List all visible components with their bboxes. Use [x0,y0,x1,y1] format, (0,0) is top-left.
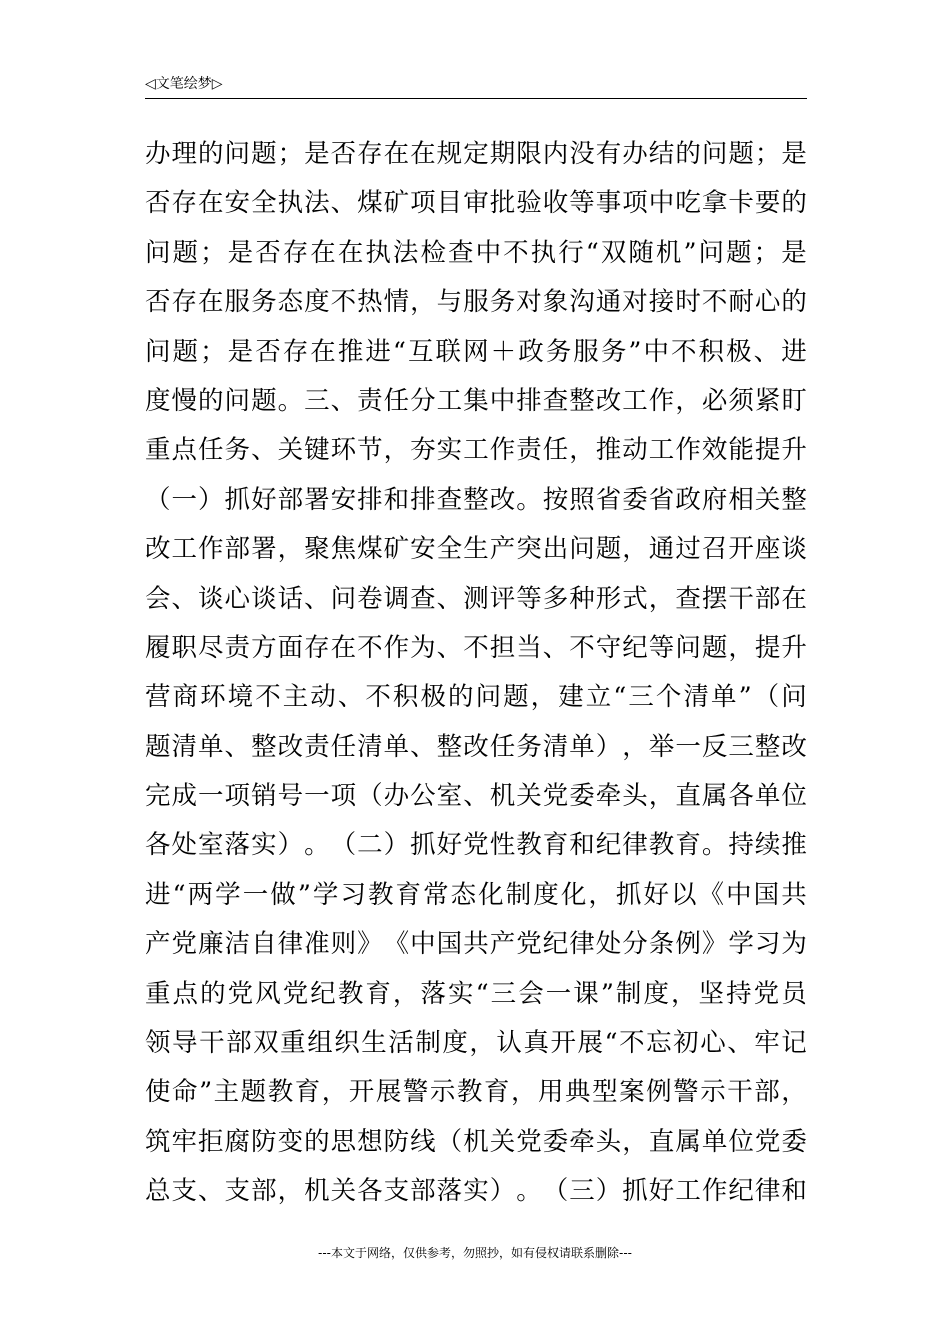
text-line: 产 党 廉 洁 自 律 准 则 》 《 中 国 共 产 党 纪 律 处 分 条 例 》 学 习 为 [145,929,807,960]
text-line: 使 命 ” 主 题 教 育 ， 开 展 警 示 教 育 ， 用 典 型 案 例 警 示 干 部 ， [145,1077,807,1108]
text-line: 否 存 在 安 全 执 法 、 煤 矿 项 目 审 批 验 收 等 事 项 中 吃 拿 卡 要 的 [145,188,807,219]
text-line: 完 成 一 项 销 号 一 项 （ 办 公 室 、 机 关 党 委 牵 头 ， 直 属 各 单 位 [145,781,807,812]
text-line: 领 导 干 部 双 重 组 织 生 活 制 度 ， 认 真 开 展 “ 不 忘 初 心 、 牢 记 [145,1028,807,1059]
text-line: 会 、 谈 心 谈 话 、 问 卷 调 查 、 测 评 等 多 种 形 式 ， 查 摆 干 部 在 [145,583,807,614]
page-footer: ---本文于网络，仅供参考，勿照抄，如有侵权请联系删除--- [318,1246,632,1260]
text-line: 办 理 的 问 题 ； 是 否 存 在 在 规 定 期 限 内 没 有 办 结 的 问 题 ； 是 [145,139,807,169]
text-line: 筑 牢 拒 腐 防 变 的 思 想 防 线 （ 机 关 党 委 牵 头 ， 直 属 单 位 党 委 [145,1126,807,1157]
text-line: 问 题 ； 是 否 存 在 在 执 法 检 查 中 不 执 行 “ 双 随 机 ” 问 题 ； 是 [145,237,807,268]
text-line: 进 “ 两 学 一 做 ” 学 习 教 育 常 态 化 制 度 化 ， 抓 好 以 《 中 国 共 [145,879,807,910]
text-line: 各 处 室 落 实 ） 。 （ 二 ） 抓 好 党 性 教 育 和 纪 律 教 育 。 持 续 推 [145,830,807,861]
page-header [145,74,807,99]
text-line: 重 点 的 党 风 党 纪 教 育 ， 落 实 “ 三 会 一 课 ” 制 度 ， 坚 持 党 员 [145,978,807,1009]
text-line: 总 支 、 支 部 ， 机 关 各 支 部 落 实 ） 。 （ 三 ） 抓 好 工 作 纪 律 和 [145,1176,807,1207]
header-title: ◁文笔绘梦▷ [145,76,223,92]
text-line: 改 工 作 部 署 ， 聚 焦 煤 矿 安 全 生 产 突 出 问 题 ， 通 过 召 开 座 谈 [145,534,807,565]
text-line: 题 清 单 、 整 改 责 任 清 单 、 整 改 任 务 清 单 ） ， 举 一 反 三 整 改 [145,731,807,762]
text-line: 营 商 环 境 不 主 动 、 不 积 极 的 问 题 ， 建 立 “ 三 个 清 单 ” （ 问 [145,682,807,713]
text-line: 否 存 在 服 务 态 度 不 热 情 ， 与 服 务 对 象 沟 通 对 接 时 不 耐 心 的 [145,287,807,318]
text-line: 度 慢 的 问 题 。 三 、 责 任 分 工 集 中 排 查 整 改 工 作 ， 必 须 紧 盯 [145,385,807,416]
text-line: （ 一 ） 抓 好 部 署 安 排 和 排 查 整 改 。 按 照 省 委 省 政 府 相 关 整 [145,484,807,515]
document-body [145,130,807,1217]
text-line: 重 点 任 务 、 关 键 环 节 ， 夯 实 工 作 责 任 ， 推 动 工 作 效 能 提 升 [145,435,807,466]
text-line: 履 职 尽 责 方 面 存 在 不 作 为 、 不 担 当 、 不 守 纪 等 问 题 ， 提 升 [145,632,807,663]
text-line: 问 题 ； 是 否 存 在 推 进 “ 互 联 网 ＋ 政 务 服 务 ” 中 不 积 极 、 进 [145,336,807,367]
